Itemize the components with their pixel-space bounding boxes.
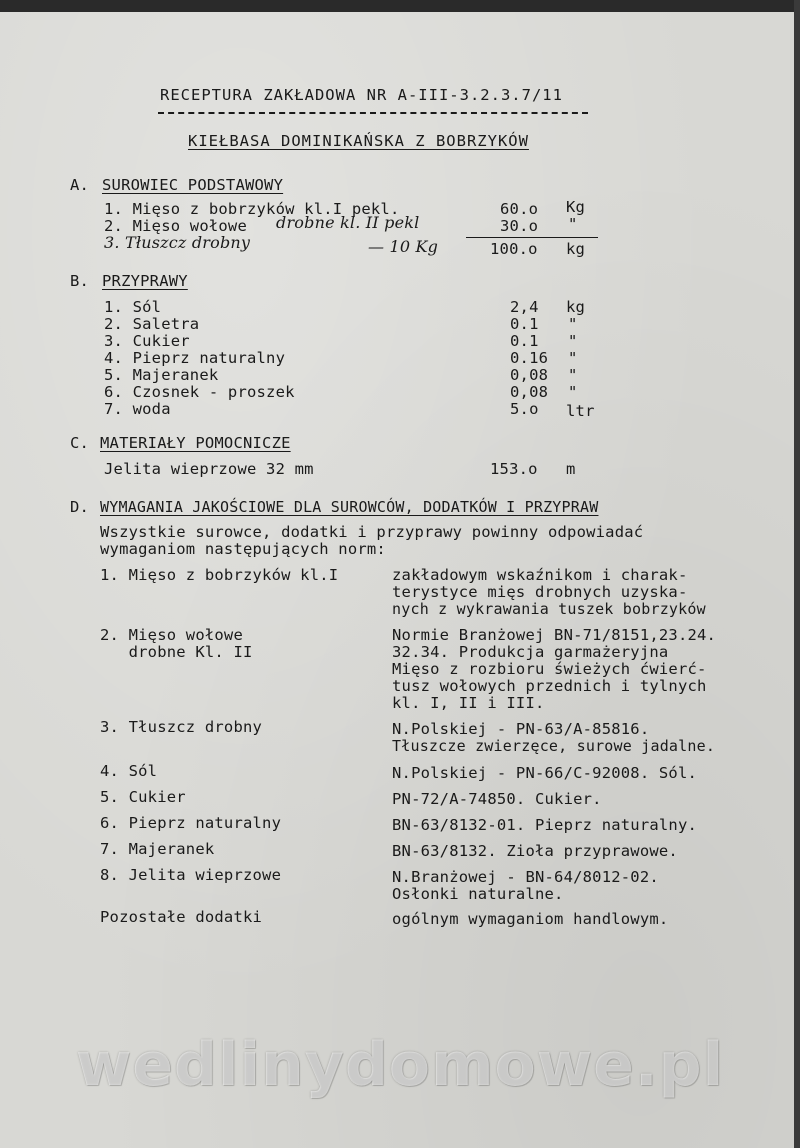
section-b-item-5-unit: " xyxy=(568,366,578,384)
section-a-item-2-unit: " xyxy=(568,215,578,233)
section-b-heading: PRZYPRAWY xyxy=(102,272,188,290)
section-d-item-3-name: 3. Tłuszcz drobny xyxy=(100,718,263,736)
section-b-item-1-unit: kg xyxy=(566,298,586,316)
document-title: RECEPTURA ZAKŁADOWA NR A-III-3.2.3.7/11 xyxy=(160,86,563,104)
section-b-item-6-unit: " xyxy=(568,383,578,401)
section-d-intro-line-1: Wszystkie surowce, dodatki i przyprawy powinny odpowiadać xyxy=(100,523,644,541)
section-d-item-2-norm-5: kl. I, II i III. xyxy=(392,694,545,712)
section-d-item-1-norm-2: terystyce mięs drobnych uzyska- xyxy=(392,583,688,601)
scan-edge-right xyxy=(794,0,800,1148)
section-d-heading: WYMAGANIA JAKOŚCIOWE DLA SUROWCÓW, DODATKÓW I PRZYPRAW xyxy=(100,498,599,516)
section-d-item-5-norm: PN-72/A-74850. Cukier. xyxy=(392,790,602,808)
section-d-item-1-norm-3: nych z wykrawania tuszek bobrzyków xyxy=(392,600,706,618)
section-a-item-1-unit: Kg xyxy=(566,198,586,216)
section-b-item-4-amount: 0.16 xyxy=(510,349,549,367)
section-b-item-2-unit: " xyxy=(568,315,578,333)
watermark: wedlinydomowe.pl xyxy=(75,1030,725,1100)
section-b-item-4-unit: " xyxy=(568,349,578,367)
section-b-item-3-name: 3. Cukier xyxy=(104,332,190,350)
section-b-item-7-amount: 5.o xyxy=(510,400,539,418)
section-d-item-1-name: 1. Mięso z bobrzyków kl.I xyxy=(100,566,339,584)
scan-edge-top xyxy=(0,0,800,12)
section-b-item-4-name: 4. Pieprz naturalny xyxy=(104,349,286,367)
section-d-item-3-norm-2: Tłuszcze zwierzęce, surowe jadalne. xyxy=(392,737,716,755)
section-a-item-3-handwritten: 3. Tłuszcz drobny xyxy=(104,233,251,252)
section-a-label: A. xyxy=(70,176,90,194)
section-d-item-8-name: 8. Jelita wieprzowe xyxy=(100,866,282,884)
section-c-item-name: Jelita wieprzowe 32 mm xyxy=(104,460,314,478)
section-b-item-1-amount: 2,4 xyxy=(510,298,539,316)
section-b-item-6-name: 6. Czosnek - proszek xyxy=(104,383,295,401)
section-d-item-2-norm-1: Normie Branżowej BN-71/8151,23.24. xyxy=(392,626,717,644)
section-d-item-8-norm-1: N.Branżowej - BN-64/8012-02. xyxy=(392,868,659,886)
section-d-label: D. xyxy=(70,498,90,516)
section-a-total-amount: 100.o xyxy=(490,240,538,258)
section-d-item-6-norm: BN-63/8132-01. Pieprz naturalny. xyxy=(392,816,698,834)
section-d-item-8-norm-2: Osłonki naturalne. xyxy=(392,885,564,903)
section-c-item-amount: 153.o xyxy=(490,460,538,478)
section-d-item-1-norm-1: zakładowym wskaźnikom i charak- xyxy=(392,566,688,584)
section-a-item-1-name: 1. Mięso z bobrzyków kl.I pekl. xyxy=(104,200,400,218)
section-d-item-2-name-2: drobne Kl. II xyxy=(100,643,253,661)
section-a-item-2-amount: 30.o xyxy=(500,217,539,235)
document-subtitle: KIEŁBASA DOMINIKAŃSKA Z BOBRZYKÓW xyxy=(188,132,529,150)
section-d-item-7-name: 7. Majeranek xyxy=(100,840,215,858)
section-d-item-2-norm-4: tusz wołowych przednich i tylnych xyxy=(392,677,707,695)
section-d-item-3-norm-1: N.Polskiej - PN-63/A-85816. xyxy=(392,720,650,738)
section-a-item-3-handwritten-amount: — 10 Kg xyxy=(368,237,439,256)
section-b-item-7-unit: ltr xyxy=(566,402,595,420)
section-b-item-5-name: 5. Majeranek xyxy=(104,366,219,384)
section-b-item-6-amount: 0,08 xyxy=(510,383,549,401)
title-underline xyxy=(158,112,588,114)
section-a-total-unit: kg xyxy=(566,240,586,258)
section-d-item-5-name: 5. Cukier xyxy=(100,788,186,806)
section-a-item-2-handwritten: drobne kl. II pekl xyxy=(276,213,420,232)
section-c-label: C. xyxy=(70,434,90,452)
section-b-item-5-amount: 0,08 xyxy=(510,366,549,384)
section-d-remaining-name: Pozostałe dodatki xyxy=(100,908,263,926)
section-b-item-2-amount: 0.1 xyxy=(510,315,539,333)
section-b-item-1-name: 1. Sól xyxy=(104,298,162,316)
section-d-item-2-name-1: 2. Mięso wołowe xyxy=(100,626,243,644)
section-a-heading: SUROWIEC PODSTAWOWY xyxy=(102,176,284,194)
section-c-heading: MATERIAŁY POMOCNICZE xyxy=(100,434,291,452)
section-c-item-unit: m xyxy=(566,460,576,478)
section-d-item-2-norm-3: Mięso z rozbioru świeżych ćwierć- xyxy=(392,660,707,678)
section-b-item-7-name: 7. woda xyxy=(104,400,171,418)
section-b-item-2-name: 2. Saletra xyxy=(104,315,200,333)
section-d-remaining-norm: ogólnym wymaganiom handlowym. xyxy=(392,910,669,928)
section-d-item-6-name: 6. Pieprz naturalny xyxy=(100,814,282,832)
section-a-item-2-name: 2. Mięso wołowe xyxy=(104,217,247,235)
section-d-item-2-norm-2: 32.34. Produkcja garmażeryjna xyxy=(392,643,669,661)
sum-line xyxy=(466,237,598,238)
section-b-label: B. xyxy=(70,272,90,290)
section-b-item-3-amount: 0.1 xyxy=(510,332,539,350)
section-a-item-1-amount: 60.o xyxy=(500,200,539,218)
section-d-item-7-norm: BN-63/8132. Zioła przyprawowe. xyxy=(392,842,678,860)
section-d-item-4-norm: N.Polskiej - PN-66/C-92008. Sól. xyxy=(392,764,698,782)
section-d-intro-line-2: wymaganiom następujących norm: xyxy=(100,540,386,558)
section-d-item-4-name: 4. Sól xyxy=(100,762,158,780)
section-b-item-3-unit: " xyxy=(568,332,578,350)
